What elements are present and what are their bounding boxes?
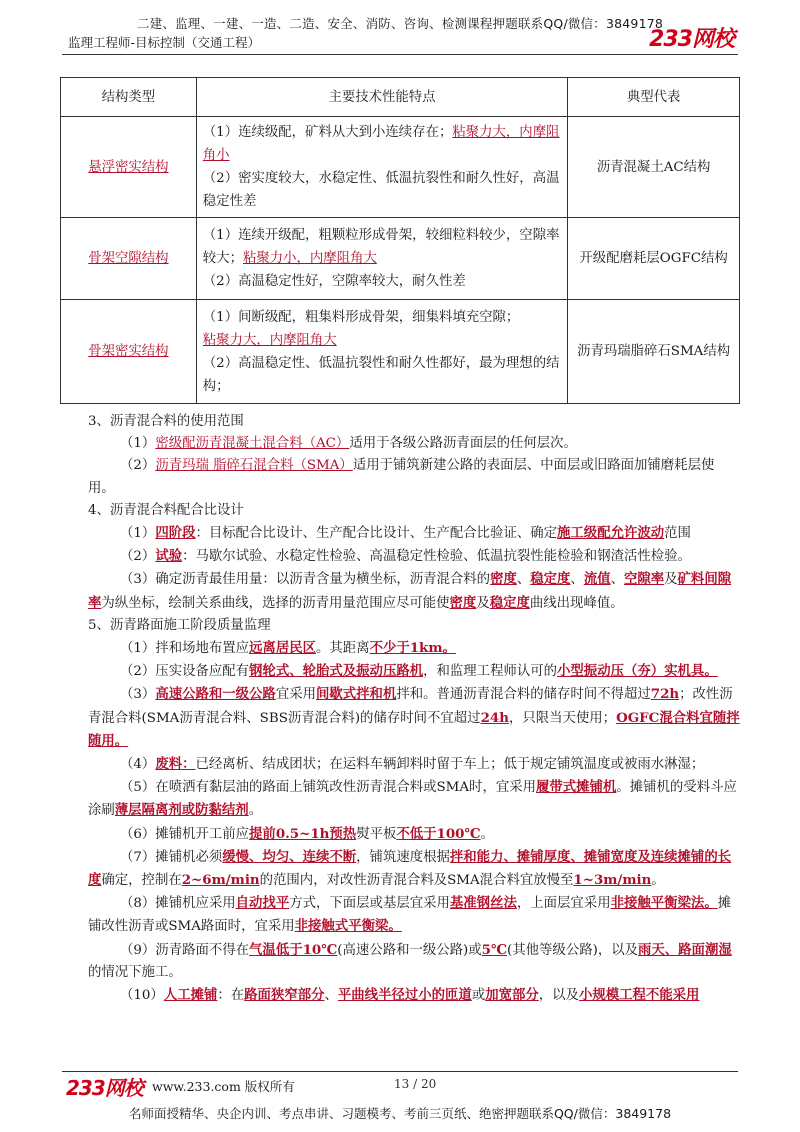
paragraph: （5）在喷洒有黏层油的路面上铺筑改性沥青混合料或SMA时，宜采用履带式摊铺机。摊铺机的受料斗应涂刷薄层隔离剂或防黏结剂。 — [88, 779, 737, 819]
table-row — [61, 218, 740, 300]
header-contact-line: 二建、监理、一建、一造、二造、安全、消防、咨询、检测课程押题联系QQ/微信：3849178 — [136, 16, 664, 31]
paragraph: （2）沥青玛瑞 脂碎石混合料（SMA）适用于铺筑新建公路的表面层、中面层或旧路面加铺磨耗层使用。 — [88, 458, 715, 496]
paragraph: （3）确定沥青最佳用量：以沥青含量为横坐标，沥青混合料的密度、稳定度、流值、空隙率及矿料间隙率为纵坐标，绘制关系曲线，选择的沥青用量范围应尽可能使密度及稳定度曲线出现峰值。 — [88, 571, 732, 611]
table-header-cell: 主要技术性能特点 — [196, 78, 567, 117]
paragraph: （10）人工摊铺：在路面狭窄部分、平曲线半径过小的匝道或加宽部分，以及小规模工程不能采用 — [120, 987, 700, 1004]
paragraph: （1）四阶段：目标配合比设计、生产配合比设计、生产配合比验证、确定施工级配允许波动范围 — [120, 525, 691, 542]
structure-representative: 沥青玛瑞脂碎石SMA结构 — [568, 300, 740, 404]
paragraph: （2）压实设备应配有钢轮式、轮胎式及振动压路机，和监理工程师认可的小型振动压（夯）实机具。 — [120, 663, 718, 680]
footer-copyright: www.233.com 版权所有 — [152, 1079, 295, 1094]
paragraph: （4）废料：已经离析、结成团状；在运料车辆卸料时留于车上；低于规定铺筑温度或被雨水淋湿； — [120, 756, 705, 773]
page-number: 13 / 20 — [394, 1077, 437, 1091]
structure-name: 骨架密实结构 — [61, 300, 197, 404]
paragraph: （9）沥青路面不得在气温低于10℃(高速公路和一级公路)或5℃(其他等级公路)，以及雨天、路面潮湿的情况下施工。 — [88, 941, 732, 980]
structure-features: （1）连续开级配，粗颗粒形成骨架，较细粒料较少，空隙率较大；粘聚力小，内摩阻角大 （2）高温稳定性好，空隙率较大，耐久性差 — [196, 218, 567, 300]
brand-logo: 233网校 — [649, 27, 734, 52]
paragraph: （7）摊铺机必须缓慢、均匀、连续不断，铺筑速度根据拌和能力、摊铺厚度、摊铺宽度及连续摊铺的长度确定，控制在2~6m/min的范围内，对改性沥青混合料及SMA混合料宜放慢至1~3m/min。 — [88, 848, 732, 889]
paragraph: （1）密级配沥青混凝土混合料（AC）适用于各级公路沥青面层的任何层次。 — [120, 436, 577, 452]
table-row — [61, 117, 740, 218]
structure-name: 悬浮密实结构 — [61, 117, 197, 218]
structure-features: （1）连续级配，矿料从大到小连续存在；粘聚力大，内摩阻角小 （2）密实度较大，水稳定性、低温抗裂性和耐久性好，高温稳定性差 — [196, 117, 567, 218]
footer-logo: 233网校 — [66, 1076, 143, 1100]
paragraph: （2）试验：马歇尔试验、水稳定性检验、高温稳定性检验、低温抗裂性能检验和钢渣活性检验。 — [120, 548, 691, 565]
footer-contact-line: 名师面授精华、央企内训、考点串讲、习题模考、考前三页纸、绝密押题联系QQ/微信：3849178 — [128, 1106, 672, 1121]
table-header-row — [61, 78, 740, 117]
structure-name: 骨架空隙结构 — [61, 218, 197, 300]
document-subtitle: 监理工程师-目标控制（交通工程） — [68, 35, 261, 50]
paragraph: （1）拌和场地布置应远离居民区。其距离不少于1km。 — [120, 640, 456, 657]
section-heading: 4、沥青混合料配合比设计 — [88, 502, 244, 518]
paragraph: （8）摊铺机应采用自动找平方式，下面层或基层宜采用基准钢丝法，上面层宜采用非接触平衡梁法。摊铺改性沥青或SMA路面时，宜采用非接触式平衡梁。 — [88, 895, 732, 935]
paragraph: （3）高速公路和一级公路宜采用间歇式拌和机拌和。普通沥青混合料的储存时间不得超过72h；改性沥青混合料(SMA沥青混合料、SBS沥青混合料)的储存时间不宜超过24h，只限当天使用；OGFC混合料宜随拌随用。 — [88, 686, 740, 749]
structure-representative: 沥青混凝土AC结构 — [568, 117, 740, 218]
table-row — [61, 300, 740, 404]
paragraph: （6）摊铺机开工前应提前0.5~1h预热熨平板不低于100℃。 — [120, 825, 494, 842]
section-heading: 5、沥青路面施工阶段质量监理 — [88, 617, 271, 633]
table-header-cell: 典型代表 — [568, 78, 740, 117]
section-heading: 3、沥青混合料的使用范围 — [88, 414, 244, 429]
structure-representative: 开级配磨耗层OGFC结构 — [568, 218, 740, 300]
structure-type-table — [60, 77, 740, 404]
document-body — [88, 411, 740, 1007]
footer-divider — [62, 1071, 738, 1072]
structure-features: （1）间断级配，粗集料形成骨架，细集料填充空隙； 粘聚力大，内摩阻角大 （2）高温稳定性、低温抗裂性和耐久性都好，最为理想的结构； — [196, 300, 567, 404]
table-header-cell: 结构类型 — [61, 78, 197, 117]
header-divider — [62, 54, 738, 55]
